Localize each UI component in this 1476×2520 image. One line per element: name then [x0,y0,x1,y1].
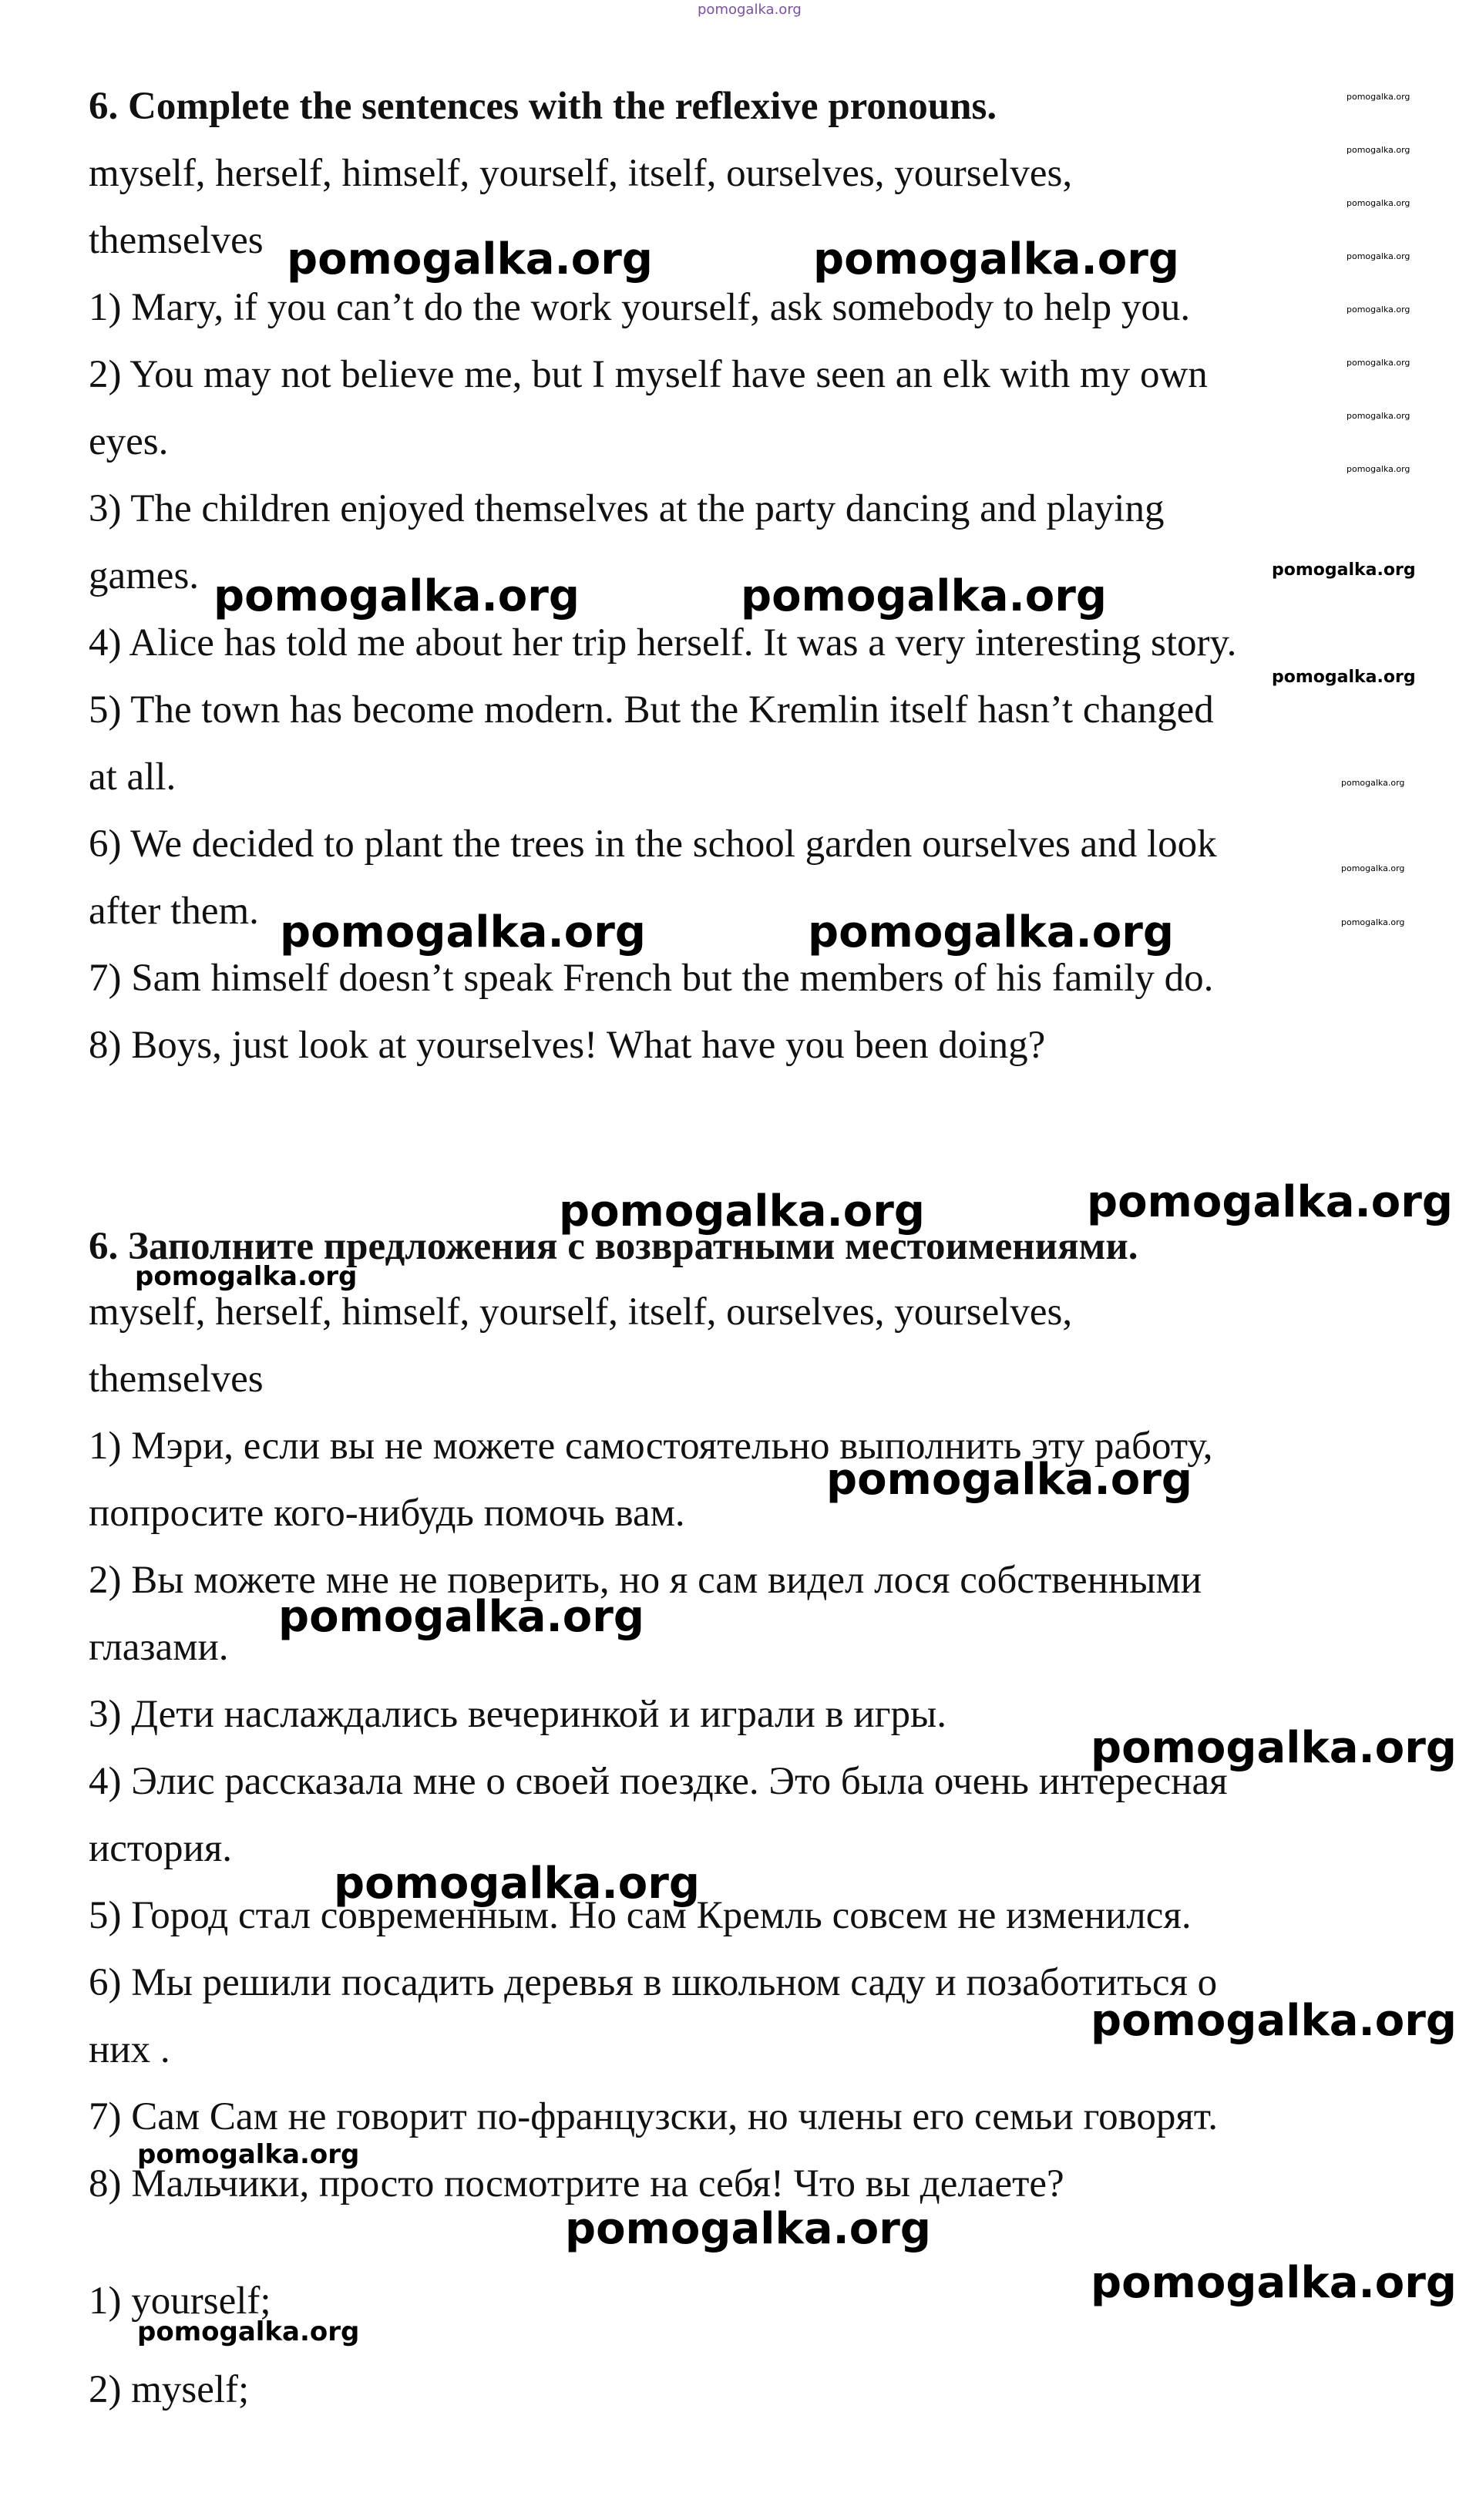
watermark: pomogalka.org [1341,863,1405,873]
watermark: pomogalka.org [1087,1177,1453,1227]
watermark: pomogalka.org [1347,411,1410,421]
watermark: pomogalka.org [1347,92,1410,102]
watermark: pomogalka.org [1091,1723,1457,1773]
english-sentence-line: games. [89,554,200,597]
english-sentence-line: eyes. [89,420,169,463]
russian-word-bank-line2: themselves [89,1358,264,1401]
english-sentence-line: 6) We decided to plant the trees in the school garden ourselves and look [89,823,1217,866]
russian-sentence-line: попросите кого-нибудь помочь вам. [89,1492,685,1535]
watermark: pomogalka.org [1347,358,1410,368]
watermark: pomogalka.org [287,234,653,284]
english-sentence-line: after them. [89,890,259,933]
watermark: pomogalka.org [137,2316,360,2347]
watermark-top: pomogalka.org [698,2,802,18]
watermark: pomogalka.org [741,571,1107,621]
watermark: pomogalka.org [1272,560,1416,580]
english-sentence-line: at all. [89,755,177,799]
russian-sentence-line: 7) Сам Сам не говорит по-французски, но члены его семьи говорят. [89,2095,1219,2138]
answer-line: 1) yourself; [89,2279,271,2323]
russian-sentence-line: 6) Мы решили посадить деревья в школьном саду и позаботиться о [89,1961,1218,2004]
russian-sentence-line: 5) Город стал современным. Но сам Кремль совсем не изменился. [89,1894,1192,1937]
russian-sentence-line: 8) Мальчики, просто посмотрите на себя! Что вы делаете? [89,2162,1064,2205]
watermark: pomogalka.org [813,234,1179,284]
english-word-bank-line1: myself, herself, himself, yourself, itself, ourselves, yourselves, [89,152,1073,195]
watermark: pomogalka.org [278,1592,644,1642]
english-sentence-line: 5) The town has become modern. But the Kremlin itself hasn’t changed [89,688,1214,732]
english-sentence-line: 8) Boys, just look at yourselves! What have you been doing? [89,1024,1046,1067]
watermark: pomogalka.org [1347,145,1410,155]
russian-word-bank-line1: myself, herself, himself, yourself, itself, ourselves, yourselves, [89,1290,1073,1334]
russian-sentence-line: история. [89,1827,233,1870]
answer-line: 2) myself; [89,2368,250,2411]
watermark: pomogalka.org [1091,2258,1457,2308]
watermark: pomogalka.org [334,1859,700,1909]
russian-sentence-line: глазами. [89,1626,229,1669]
watermark: pomogalka.org [1341,917,1405,927]
russian-sentence-line: 2) Вы можете мне не поверить, но я сам видел лося собственными [89,1559,1202,1602]
watermark: pomogalka.org [559,1186,925,1236]
watermark: pomogalka.org [1272,668,1416,687]
russian-sentence-line: 4) Элис рассказала мне о своей поездке. Это была очень интересная [89,1760,1228,1803]
english-heading: 6. Complete the sentences with the reflexive pronouns. [89,85,997,128]
watermark: pomogalka.org [565,2204,931,2254]
watermark: pomogalka.org [1347,198,1410,208]
watermark: pomogalka.org [135,1261,358,1292]
english-sentence-line: 7) Sam himself doesn’t speak French but the members of his family do. [89,957,1214,1000]
english-sentence-line: 2) You may not believe me, but I myself have seen an elk with my own [89,353,1208,396]
watermark: pomogalka.org [1347,251,1410,261]
english-sentence-line: 1) Mary, if you can’t do the work yourself, ask somebody to help you. [89,286,1191,329]
watermark: pomogalka.org [1347,464,1410,474]
watermark: pomogalka.org [280,907,646,957]
watermark: pomogalka.org [1091,1996,1457,2046]
watermark: pomogalka.org [137,2139,360,2170]
english-sentence-line: 3) The children enjoyed themselves at the party dancing and playing [89,487,1165,530]
watermark: pomogalka.org [1341,778,1405,788]
watermark: pomogalka.org [213,571,580,621]
russian-sentence-line: них . [89,2028,170,2071]
russian-heading: 6. Заполните предложения с возвратными местоимениями. [89,1225,1138,1268]
watermark: pomogalka.org [826,1455,1192,1505]
english-sentence-line: 4) Alice has told me about her trip herself. It was a very interesting story. [89,621,1237,664]
watermark: pomogalka.org [1347,304,1410,315]
russian-sentence-line: 3) Дети наслаждались вечеринкой и играли в игры. [89,1693,947,1736]
russian-sentence-line: 1) Мэри, если вы не можете самостоятельно выполнить эту работу, [89,1425,1213,1468]
watermark: pomogalka.org [808,907,1174,957]
english-word-bank-line2: themselves [89,219,264,262]
